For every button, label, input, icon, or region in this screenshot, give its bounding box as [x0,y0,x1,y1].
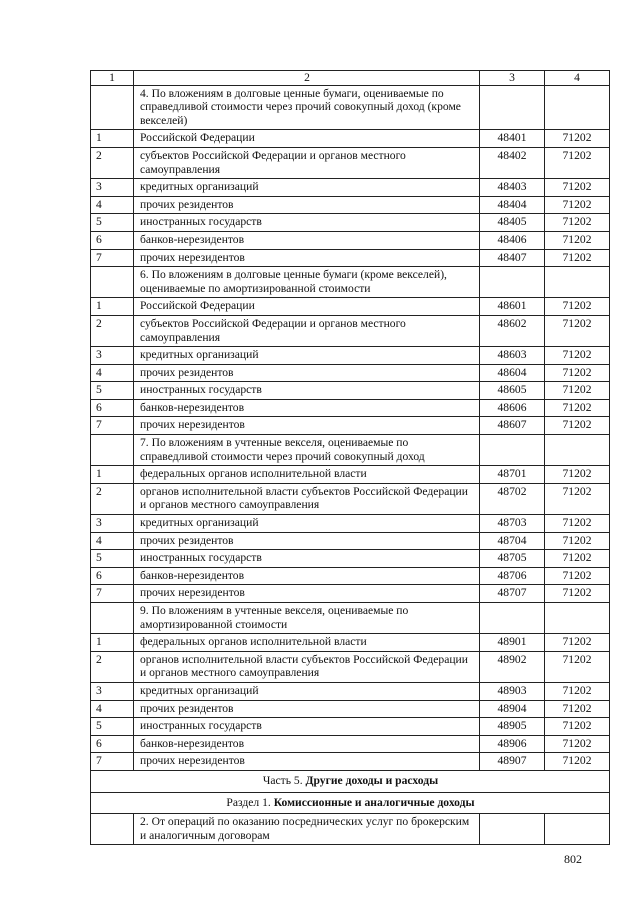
table-row [91,298,610,316]
account-code: 48904 [480,700,545,718]
group-heading-text: 2. От операций по оказанию посреднических услуг по брокерским и аналогичным договорам [134,814,480,845]
account-code: 48404 [480,196,545,214]
section-heading-prefix: Часть 5. [262,773,306,787]
row-description: иностранных государств [134,718,480,736]
row-number [91,267,134,298]
symbol-code: 71202 [545,532,610,550]
row-description: Российской Федерации [134,298,480,316]
accounts-table [90,70,610,845]
symbol-code: 71202 [545,567,610,585]
symbol-code: 71202 [545,634,610,652]
symbol-code: 71202 [545,651,610,682]
symbol-code: 71202 [545,249,610,267]
symbol-code: 71202 [545,550,610,568]
row-number [91,435,134,466]
table-row [91,347,610,365]
symbol-code [545,814,610,845]
group-heading-row [91,435,610,466]
section-heading-title: Комиссионные и аналогичные доходы [273,795,475,809]
account-code [480,435,545,466]
table-row [91,634,610,652]
symbol-code: 71202 [545,147,610,178]
section-heading [91,792,610,814]
symbol-code: 71202 [545,298,610,316]
table-row [91,550,610,568]
row-number: 1 [91,298,134,316]
row-number: 2 [91,651,134,682]
account-code: 48704 [480,532,545,550]
symbol-code: 71202 [545,700,610,718]
account-code: 48606 [480,399,545,417]
table-row [91,364,610,382]
table-row [91,682,610,700]
account-code [480,814,545,845]
row-description: банков-нерезидентов [134,399,480,417]
table-row [91,466,610,484]
row-number: 3 [91,515,134,533]
account-code: 48602 [480,315,545,346]
group-heading-row [91,814,610,845]
account-code: 48605 [480,382,545,400]
row-description: кредитных организаций [134,515,480,533]
table-row [91,753,610,771]
header-col-4: 4 [545,71,610,86]
symbol-code: 71202 [545,753,610,771]
symbol-code: 71202 [545,417,610,435]
row-description: прочих нерезидентов [134,417,480,435]
table-row [91,515,610,533]
account-code [480,267,545,298]
row-number: 2 [91,483,134,514]
row-description: субъектов Российской Федерации и органов местного самоуправления [134,147,480,178]
row-description: прочих резидентов [134,364,480,382]
group-heading-text: 4. По вложениям в долговые ценные бумаги, оцениваемые по справедливой стоимости через прочий совокупный доход (кроме векселей) [134,85,480,130]
account-code: 48406 [480,231,545,249]
section-heading-title: Другие доходы и расходы [305,773,439,787]
table-row [91,399,610,417]
symbol-code [545,603,610,634]
symbol-code: 71202 [545,585,610,603]
row-number: 2 [91,315,134,346]
table-row [91,147,610,178]
row-description: прочих резидентов [134,532,480,550]
account-code: 48901 [480,634,545,652]
row-description: субъектов Российской Федерации и органов местного самоуправления [134,315,480,346]
table-row [91,315,610,346]
row-description: иностранных государств [134,214,480,232]
symbol-code [545,267,610,298]
account-code: 48905 [480,718,545,736]
row-number [91,814,134,845]
group-heading-row [91,603,610,634]
account-code: 48405 [480,214,545,232]
symbol-code [545,85,610,130]
header-col-1: 1 [91,71,134,86]
row-number: 6 [91,399,134,417]
account-code: 48603 [480,347,545,365]
symbol-code: 71202 [545,130,610,148]
group-heading-text: 6. По вложениям в долговые ценные бумаги (кроме векселей), оцениваемые по амортизированной стоимости [134,267,480,298]
section-heading [91,770,610,792]
account-code: 48701 [480,466,545,484]
table-row [91,567,610,585]
symbol-code: 71202 [545,399,610,417]
page-number: 802 [564,852,582,866]
group-heading-row [91,267,610,298]
symbol-code: 71202 [545,364,610,382]
account-code: 48601 [480,298,545,316]
row-number: 7 [91,249,134,267]
table-row [91,214,610,232]
table-row [91,179,610,197]
table-row [91,417,610,435]
row-description: федеральных органов исполнительной власти [134,466,480,484]
section-heading-row [91,792,610,814]
table-row [91,718,610,736]
group-heading-text: 9. По вложениям в учтенные векселя, оцениваемые по амортизированной стоимости [134,603,480,634]
table-row [91,532,610,550]
table-row [91,585,610,603]
account-code: 48906 [480,735,545,753]
table-row [91,382,610,400]
table-row [91,231,610,249]
row-number: 1 [91,634,134,652]
account-code: 48706 [480,567,545,585]
account-code: 48607 [480,417,545,435]
row-number: 4 [91,700,134,718]
table-row [91,130,610,148]
row-number: 4 [91,196,134,214]
row-description: Российской Федерации [134,130,480,148]
row-number: 5 [91,214,134,232]
symbol-code: 71202 [545,718,610,736]
account-code: 48902 [480,651,545,682]
account-code: 48707 [480,585,545,603]
row-number: 5 [91,550,134,568]
table-row [91,249,610,267]
row-number [91,603,134,634]
row-description: кредитных организаций [134,682,480,700]
account-code: 48907 [480,753,545,771]
row-description: прочих нерезидентов [134,249,480,267]
symbol-code [545,435,610,466]
row-description: прочих нерезидентов [134,753,480,771]
row-number: 6 [91,567,134,585]
header-col-3: 3 [480,71,545,86]
table-header-row [91,71,610,86]
account-code: 48703 [480,515,545,533]
group-heading-row [91,85,610,130]
row-number: 1 [91,130,134,148]
account-code: 48702 [480,483,545,514]
group-heading-text: 7. По вложениям в учтенные векселя, оцениваемые по справедливой стоимости через прочий совокупный доход [134,435,480,466]
row-description: банков-нерезидентов [134,735,480,753]
row-description: прочих резидентов [134,196,480,214]
row-description: кредитных организаций [134,347,480,365]
symbol-code: 71202 [545,196,610,214]
symbol-code: 71202 [545,515,610,533]
row-number: 5 [91,718,134,736]
symbol-code: 71202 [545,682,610,700]
symbol-code: 71202 [545,483,610,514]
section-heading-row [91,770,610,792]
accounts-table-body [91,71,610,845]
row-description: банков-нерезидентов [134,567,480,585]
symbol-code: 71202 [545,179,610,197]
symbol-code: 71202 [545,214,610,232]
account-code: 48407 [480,249,545,267]
row-description: иностранных государств [134,550,480,568]
row-description: иностранных государств [134,382,480,400]
row-number: 2 [91,147,134,178]
row-number: 6 [91,735,134,753]
table-row [91,483,610,514]
row-number: 3 [91,682,134,700]
row-number [91,85,134,130]
row-number: 6 [91,231,134,249]
symbol-code: 71202 [545,231,610,249]
row-description: прочих нерезидентов [134,585,480,603]
row-description: банков-нерезидентов [134,231,480,249]
account-code: 48401 [480,130,545,148]
table-row [91,196,610,214]
row-number: 7 [91,417,134,435]
row-number: 3 [91,179,134,197]
symbol-code: 71202 [545,347,610,365]
row-number: 7 [91,753,134,771]
table-row [91,700,610,718]
account-code: 48903 [480,682,545,700]
account-code: 48403 [480,179,545,197]
row-description: органов исполнительной власти субъектов Российской Федерации и органов местного самоуправления [134,483,480,514]
symbol-code: 71202 [545,466,610,484]
row-number: 4 [91,364,134,382]
row-number: 1 [91,466,134,484]
row-description: кредитных организаций [134,179,480,197]
symbol-code: 71202 [545,735,610,753]
symbol-code: 71202 [545,382,610,400]
table-row [91,651,610,682]
account-code: 48705 [480,550,545,568]
account-code: 48402 [480,147,545,178]
row-number: 4 [91,532,134,550]
table-row [91,735,610,753]
row-number: 5 [91,382,134,400]
section-heading-prefix: Раздел 1. [226,795,274,809]
row-number: 7 [91,585,134,603]
row-number: 3 [91,347,134,365]
row-description: прочих резидентов [134,700,480,718]
account-code: 48604 [480,364,545,382]
row-description: органов исполнительной власти субъектов Российской Федерации и органов местного самоуправления [134,651,480,682]
account-code [480,603,545,634]
account-code [480,85,545,130]
row-description: федеральных органов исполнительной власти [134,634,480,652]
header-col-2: 2 [134,71,480,86]
symbol-code: 71202 [545,315,610,346]
